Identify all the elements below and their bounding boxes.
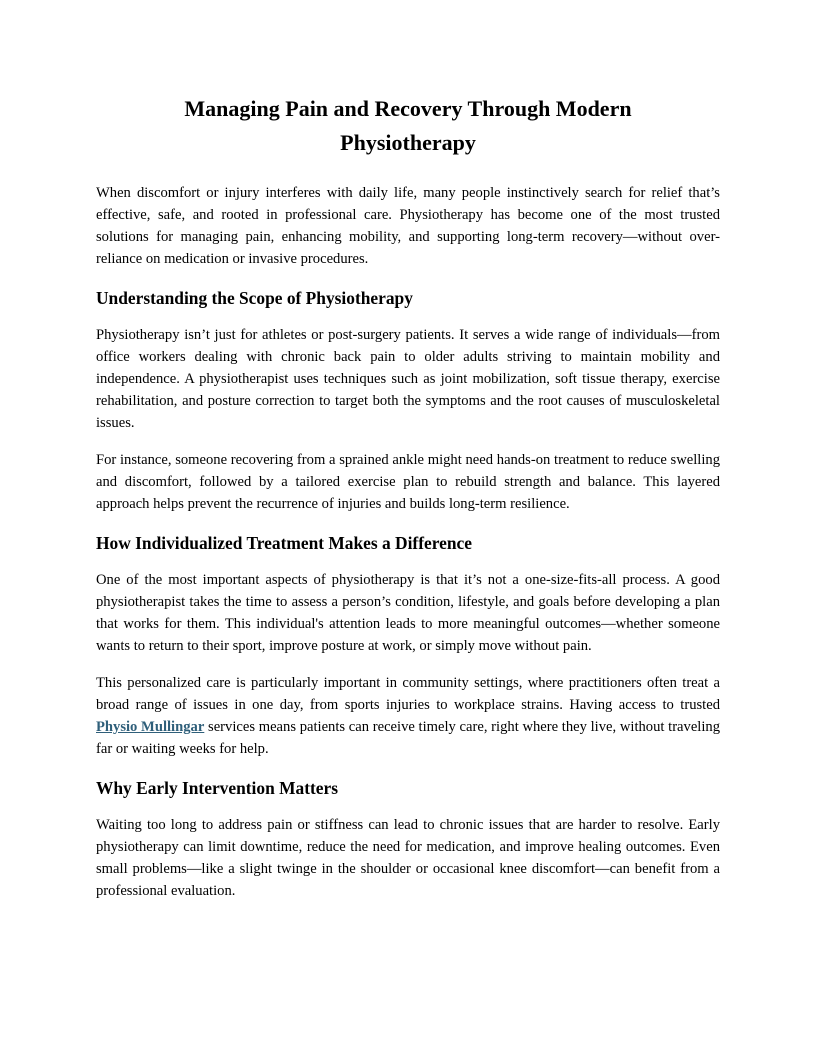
section-heading-early-intervention: Why Early Intervention Matters [96,778,338,798]
link-paragraph-before: This personalized care is particularly important in community settings, where practitioners often treat a broad range of issues in one day, from sports injuries to workplace strains. Having access to trusted [96,675,720,713]
section-heading-scope: Understanding the Scope of Physiotherapy [96,288,413,308]
individualized-paragraph-2 [96,672,720,760]
document-page [96,92,720,902]
link-paragraph-after: services means patients can receive timely care, right where they live, without traveling far or waiting weeks for help. [96,719,721,757]
early-intervention-paragraph: Waiting too long to address pain or stiffness can lead to chronic issues that are harder to resolve. Early physiotherapy can limit downtime, reduce the need for medication, and improve healing outcomes. Even small problems—like a slight twinge in the shoulder or occasional knee discomfort—can benefit from a professional evaluation. [96,817,720,899]
section-heading-individualized: How Individualized Treatment Makes a Difference [96,533,472,553]
intro-paragraph: When discomfort or injury interferes with daily life, many people instinctively search for relief that’s effective, safe, and rooted in professional care. Physiotherapy has become one of the most trusted solutions for managing pain, enhancing mobility, and supporting long-term recovery—without over-reliance on medication or invasive procedures. [96,185,720,267]
individualized-paragraph-1: One of the most important aspects of physiotherapy is that it’s not a one-size-fits-all process. A good physiotherapist takes the time to assess a person’s condition, lifestyle, and goals before developing a plan that works for them. This individual's attention leads to more meaningful outcomes—whether someone wants to return to their sport, improve posture at work, or simply move without pain. [96,572,720,654]
scope-paragraph-1: Physiotherapy isn’t just for athletes or post-surgery patients. It serves a wide range of individuals—from office workers dealing with chronic back pain to older adults striving to maintain mobility and independence. A physiotherapist uses techniques such as joint mobilization, soft tissue therapy, exercise rehabilitation, and posture correction to target both the symptoms and the root causes of musculoskeletal issues. [96,327,720,431]
scope-paragraph-2: For instance, someone recovering from a sprained ankle might need hands-on treatment to reduce swelling and discomfort, followed by a tailored exercise plan to rebuild strength and balance. This layered approach helps prevent the recurrence of injuries and builds long-term resilience. [96,452,720,512]
physio-mullingar-link[interactable]: Physio Mullingar [96,719,205,735]
page-title: Managing Pain and Recovery Through Modern Physiotherapy [184,96,632,155]
